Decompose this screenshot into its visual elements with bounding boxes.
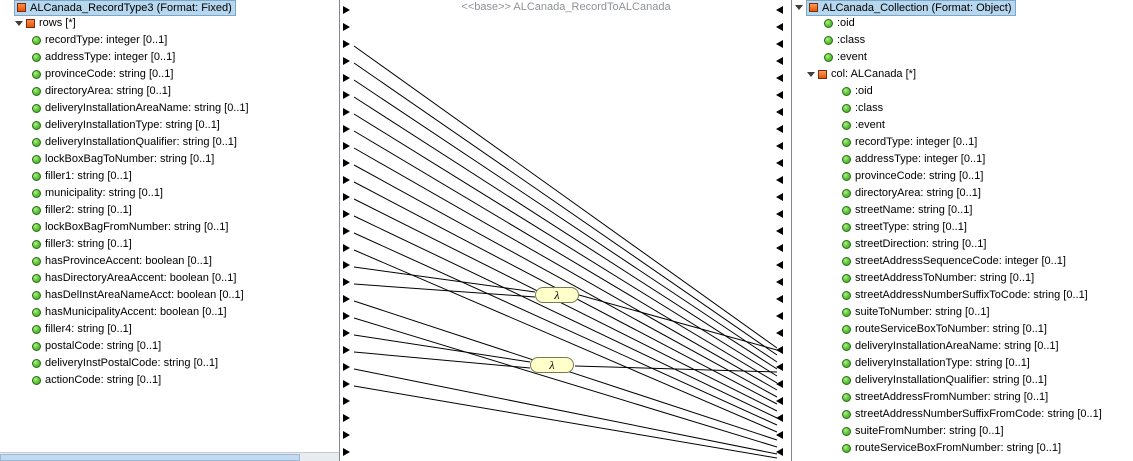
field-dot-icon [842, 172, 851, 181]
tree-row[interactable] [0, 372, 339, 389]
field-dot-icon [842, 359, 851, 368]
tree-row[interactable] [0, 66, 339, 83]
target-collection-row[interactable] [792, 66, 1132, 83]
rows-square-icon [26, 19, 35, 28]
tree-row[interactable] [0, 151, 339, 168]
field-label: :class [855, 102, 884, 114]
field-label: deliveryInstPostalCode: string [0..1] [45, 357, 219, 369]
field-label: streetName: string [0..1] [855, 204, 973, 216]
field-dot-icon [32, 257, 41, 266]
tree-row[interactable] [0, 83, 339, 100]
field-label: streetAddressNumberSuffixToCode: string [0..1] [855, 289, 1088, 301]
tree-row[interactable] [792, 151, 1132, 168]
meta-dot-icon [824, 19, 833, 28]
field-dot-icon [842, 138, 851, 147]
field-dot-icon [842, 393, 851, 402]
collection-square-icon [818, 70, 827, 79]
collection-label: col: ALCanada [*] [831, 68, 917, 80]
tree-row[interactable] [792, 83, 1132, 100]
field-label: lockBoxBagToNumber: string [0..1] [45, 153, 215, 165]
field-label: streetAddressToNumber: string [0..1] [855, 272, 1035, 284]
tree-row[interactable] [792, 202, 1132, 219]
chevron-down-icon[interactable] [14, 18, 25, 29]
field-label: deliveryInstallationType: string [0..1] [855, 357, 1030, 369]
field-label: :oid [837, 17, 855, 29]
spacer-icon [2, 2, 13, 13]
field-label: suiteToNumber: string [0..1] [855, 306, 990, 318]
tree-row[interactable] [0, 49, 339, 66]
field-label: postalCode: string [0..1] [45, 340, 162, 352]
field-label: routeServiceBoxToNumber: string [0..1] [855, 323, 1047, 335]
meta-dot-icon [842, 104, 851, 113]
horizontal-scrollbar[interactable] [0, 452, 340, 461]
tree-row[interactable] [0, 321, 339, 338]
field-label: streetAddressNumberSuffixFromCode: string [0..1] [855, 408, 1102, 420]
chevron-down-icon[interactable] [806, 69, 817, 80]
target-tree-pane [792, 0, 1132, 461]
field-dot-icon [32, 121, 41, 130]
field-label: hasMunicipalityAccent: boolean [0..1] [45, 306, 227, 318]
tree-row[interactable] [0, 287, 339, 304]
tree-row[interactable] [0, 32, 339, 49]
mapping-pane [340, 0, 792, 461]
tree-row[interactable] [0, 253, 339, 270]
tree-row[interactable] [792, 355, 1132, 372]
field-dot-icon [842, 155, 851, 164]
source-field-list [0, 32, 339, 389]
tree-row[interactable] [792, 423, 1132, 440]
field-label: suiteFromNumber: string [0..1] [855, 425, 1004, 437]
field-dot-icon [32, 70, 41, 79]
field-label: actionCode: string [0..1] [45, 374, 162, 386]
field-label: municipality: string [0..1] [45, 187, 163, 199]
field-label: deliveryInstallationType: string [0..1] [45, 119, 220, 131]
tree-row[interactable] [0, 338, 339, 355]
source-root-row[interactable] [0, 15, 339, 32]
tree-row[interactable] [792, 270, 1132, 287]
field-dot-icon [842, 291, 851, 300]
lambda-function-node[interactable]: λ [530, 357, 574, 373]
field-label: recordType: integer [0..1] [45, 34, 168, 46]
field-label: addressType: integer [0..1] [855, 153, 986, 165]
field-label: filler1: string [0..1] [45, 170, 132, 182]
source-root-label: rows [*] [39, 17, 76, 29]
scrollbar-thumb[interactable] [0, 454, 300, 461]
tree-row[interactable] [0, 355, 339, 372]
field-dot-icon [842, 206, 851, 215]
field-label: :class [837, 34, 866, 46]
tree-row[interactable] [0, 100, 339, 117]
tree-row[interactable] [0, 219, 339, 236]
field-dot-icon [842, 240, 851, 249]
tree-row[interactable] [792, 304, 1132, 321]
meta-dot-icon [842, 121, 851, 130]
field-dot-icon [842, 444, 851, 453]
tree-row[interactable] [0, 117, 339, 134]
field-dot-icon [842, 189, 851, 198]
field-dot-icon [32, 206, 41, 215]
field-label: streetAddressSequenceCode: integer [0..1] [855, 255, 1066, 267]
tree-row[interactable] [792, 117, 1132, 134]
tree-row[interactable] [0, 134, 339, 151]
mapping-title: <<base>> ALCanada_RecordToALCanada [461, 1, 671, 13]
field-label: hasDirectoryAreaAccent: boolean [0..1] [45, 272, 237, 284]
field-dot-icon [32, 308, 41, 317]
lambda-function-node[interactable]: λ [535, 287, 579, 303]
tree-row[interactable] [792, 321, 1132, 338]
field-dot-icon [842, 325, 851, 334]
field-label: recordType: integer [0..1] [855, 136, 978, 148]
field-label: :event [837, 51, 867, 63]
field-dot-icon [842, 376, 851, 385]
field-label: filler2: string [0..1] [45, 204, 132, 216]
tree-row[interactable] [792, 389, 1132, 406]
source-schema-title[interactable] [14, 0, 236, 16]
meta-dot-icon [842, 87, 851, 96]
field-dot-icon [842, 342, 851, 351]
field-dot-icon [32, 155, 41, 164]
tree-row[interactable] [792, 440, 1132, 457]
field-dot-icon [32, 189, 41, 198]
tree-row[interactable] [0, 270, 339, 287]
field-label: directoryArea: string [0..1] [45, 85, 171, 97]
tree-row[interactable] [792, 219, 1132, 236]
field-label: deliveryInstallationQualifier: string [0..1] [45, 136, 237, 148]
field-dot-icon [32, 138, 41, 147]
field-label: :oid [855, 85, 873, 97]
schema-square-icon [17, 3, 26, 12]
field-dot-icon [32, 172, 41, 181]
tree-row[interactable] [792, 372, 1132, 389]
field-label: streetType: string [0..1] [855, 221, 967, 233]
field-label: hasDelInstAreaNameAcct: boolean [0..1] [45, 289, 244, 301]
field-label: provinceCode: string [0..1] [45, 68, 174, 80]
field-dot-icon [842, 274, 851, 283]
tree-row[interactable] [792, 185, 1132, 202]
field-dot-icon [842, 427, 851, 436]
field-label: deliveryInstallationAreaName: string [0..1] [45, 102, 249, 114]
field-label: provinceCode: string [0..1] [855, 170, 984, 182]
chevron-down-icon[interactable] [794, 2, 805, 13]
field-dot-icon [32, 291, 41, 300]
field-label: streetAddressFromNumber: string [0..1] [855, 391, 1049, 403]
source-tree-header[interactable] [0, 0, 339, 15]
tree-row[interactable] [792, 287, 1132, 304]
target-schema-title[interactable] [806, 0, 1016, 16]
field-label: hasProvinceAccent: boolean [0..1] [45, 255, 212, 267]
tree-row[interactable] [792, 236, 1132, 253]
field-dot-icon [32, 240, 41, 249]
tree-row[interactable] [792, 338, 1132, 355]
field-label: filler3: string [0..1] [45, 238, 132, 250]
field-dot-icon [842, 257, 851, 266]
tree-row[interactable] [792, 32, 1132, 49]
tree-row[interactable] [0, 304, 339, 321]
tree-row[interactable] [792, 168, 1132, 185]
field-label: directoryArea: string [0..1] [855, 187, 981, 199]
field-dot-icon [32, 223, 41, 232]
field-dot-icon [32, 325, 41, 334]
field-dot-icon [842, 410, 851, 419]
tree-row[interactable] [0, 236, 339, 253]
field-dot-icon [842, 308, 851, 317]
tree-row[interactable] [792, 49, 1132, 66]
tree-row[interactable] [792, 15, 1132, 32]
mapping-wires [340, 0, 792, 461]
field-label: deliveryInstallationQualifier: string [0..1] [855, 374, 1047, 386]
field-dot-icon [32, 342, 41, 351]
tree-row[interactable] [792, 134, 1132, 151]
field-label: lockBoxBagFromNumber: string [0..1] [45, 221, 229, 233]
target-tree-header[interactable] [792, 0, 1132, 15]
tree-row[interactable] [792, 253, 1132, 270]
field-dot-icon [32, 53, 41, 62]
tree-row[interactable] [0, 168, 339, 185]
field-dot-icon [32, 376, 41, 385]
field-dot-icon [32, 87, 41, 96]
source-tree-pane [0, 0, 340, 461]
field-dot-icon [32, 104, 41, 113]
field-label: deliveryInstallationAreaName: string [0..1] [855, 340, 1059, 352]
field-dot-icon [32, 36, 41, 45]
tree-row[interactable] [0, 185, 339, 202]
meta-dot-icon [824, 36, 833, 45]
field-label: routeServiceBoxFromNumber: string [0..1] [855, 442, 1062, 454]
tree-row[interactable] [792, 100, 1132, 117]
field-dot-icon [842, 223, 851, 232]
field-label: filler4: string [0..1] [45, 323, 132, 335]
schema-square-icon [809, 3, 818, 12]
target-field-list [792, 134, 1132, 457]
field-dot-icon [32, 359, 41, 368]
field-dot-icon [32, 274, 41, 283]
tree-row[interactable] [0, 202, 339, 219]
field-label: :event [855, 119, 885, 131]
source-schema-label: ALCanada_RecordType3 (Format: Fixed) [30, 1, 232, 14]
target-schema-label: ALCanada_Collection (Format: Object) [822, 1, 1012, 14]
meta-dot-icon [824, 53, 833, 62]
field-label: addressType: integer [0..1] [45, 51, 176, 63]
field-label: streetDirection: string [0..1] [855, 238, 987, 250]
tree-row[interactable] [792, 406, 1132, 423]
